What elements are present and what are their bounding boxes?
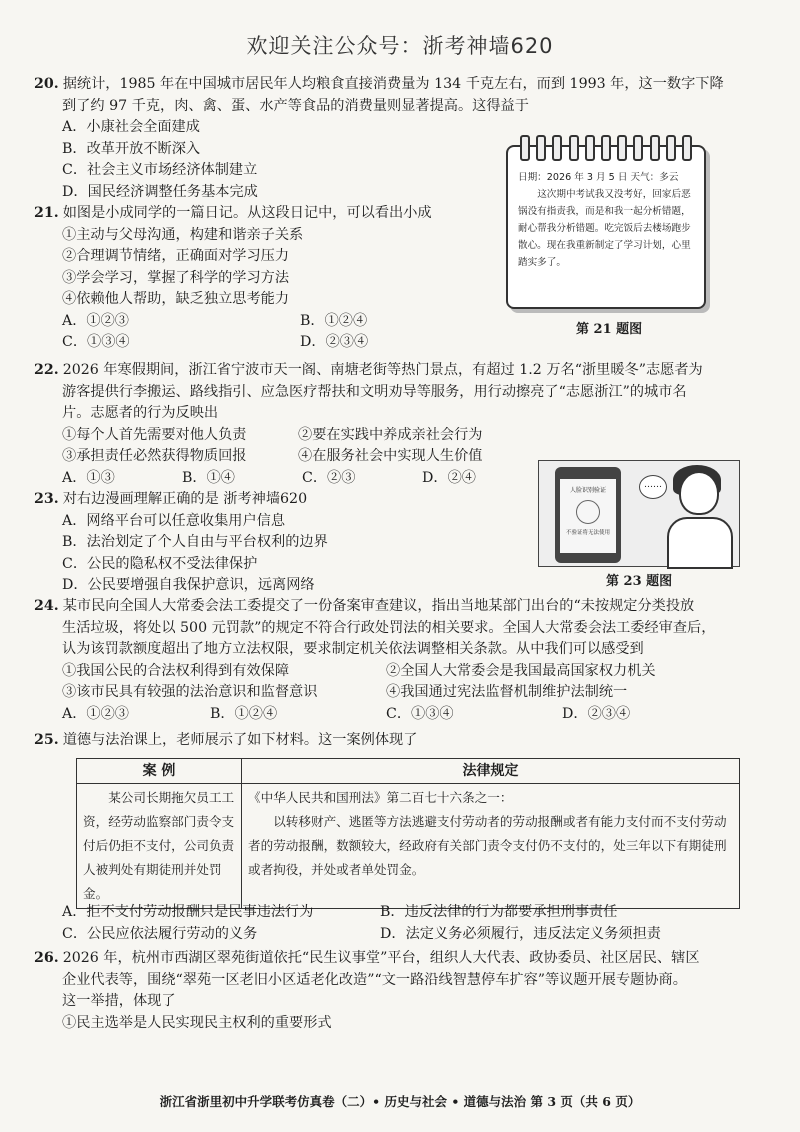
option-b[interactable]: B．违反法律的行为都要承担刑事责任 xyxy=(380,904,618,920)
comic-figure xyxy=(538,460,740,567)
option-d[interactable]: D．法定义务必须履行，违反法定义务须担责 xyxy=(380,925,661,942)
table-header-case: 案 例 xyxy=(77,759,242,784)
question-stem: 片。志愿者的行为反映出 xyxy=(62,405,219,421)
statement-1: ①主动与父母沟通，构建和谐亲子关系 xyxy=(62,226,304,243)
statement-4: ④我国通过宪法监督机制维护法制统一 xyxy=(386,684,628,700)
question-stem: 道德与法治课上，老师展示了如下材料。这一案例体现了 xyxy=(62,732,418,748)
notebook-rings xyxy=(520,135,692,161)
option-c[interactable]: C．公民应依法履行劳动的义务 xyxy=(62,925,258,942)
question-stem: 2026 年寒假期间，浙江省宁波市天一阁、南塘老街等热门景点，有超过 1.2 万名“浙里暖冬”志愿者为 xyxy=(62,362,703,378)
option-a[interactable]: A．小康社会全面建成 xyxy=(62,119,200,135)
question-number: 24. xyxy=(34,598,59,614)
statement-3: ③承担责任必然获得物质回报 xyxy=(62,448,247,464)
option-c[interactable]: C．公民的隐私权不受法律保护 xyxy=(62,555,258,572)
option-a[interactable]: A．①②③ xyxy=(62,312,129,329)
option-d[interactable]: D．国民经济调整任务基本完成 xyxy=(62,183,258,200)
option-d[interactable]: D．②④ xyxy=(422,469,476,486)
statement-2: ②全国人大常委会是我国最高国家权力机关 xyxy=(386,662,656,679)
woman-head xyxy=(679,471,719,515)
question-23 xyxy=(34,489,328,597)
diary-body: 这次期中考试我又没考好，回家后恶锅没有指责我，而是和我一起分析错题，耐心帮我分析错题。吃完饭后去楼场跑步散心。现在我重新制定了学习计划，心里踏实多了。 xyxy=(518,189,691,268)
table-header-law: 法律规定 xyxy=(242,759,740,784)
law-title: 《中华人民共和国刑法》第二百七十六条之一： xyxy=(248,790,513,805)
statement-4: ④在服务社会中实现人生价值 xyxy=(298,448,483,464)
option-b[interactable]: B．改革开放不断深入 xyxy=(62,140,201,157)
question-number: 26. xyxy=(34,950,59,966)
face-scan-icon xyxy=(576,500,600,524)
option-a[interactable]: A．①②③ xyxy=(62,705,129,722)
statement-2: ②要在实践中养成亲社会行为 xyxy=(298,426,483,443)
statement-3: ③学会学习，掌握了科学的学习方法 xyxy=(62,269,290,286)
case-cell: 某公司长期拖欠员工工资，经劳动监察部门责令支付后仍拒不支付，公司负责人被判处有期徒刑并处罚金。 xyxy=(77,784,242,909)
question-25 xyxy=(34,730,417,752)
option-b[interactable]: B．①②④ xyxy=(300,312,368,329)
question-number: 20. xyxy=(34,76,59,92)
question-stem: 如图是小成同学的一篇日记。从这段日记中，可以看出小成 xyxy=(62,205,432,221)
law-cell xyxy=(242,784,740,909)
law-body: 以转移财产、逃匿等方法逃避支付劳动者的劳动报酬或者有能力支付而不支付劳动者的劳动报酬，数额较大，经政府有关部门责令支付仍不支付的，处三年以下有期徒刑或者拘役，并处或者单处罚金。 xyxy=(248,814,727,877)
material-table xyxy=(76,758,740,909)
diary-text xyxy=(518,169,696,271)
figure-caption-21: 第 21 题图 xyxy=(576,322,643,337)
statement-1: ①每个人首先需要对他人负责 xyxy=(62,426,247,443)
statement-4: ④依赖他人帮助，缺乏独立思考能力 xyxy=(62,291,290,307)
question-25-options xyxy=(34,902,720,945)
question-26 xyxy=(34,948,700,1034)
question-stem: 生活垃圾，将处以 500 元罚款”的规定不符合行政处罚法的相关要求。全国人大常委会法工委经审查后， xyxy=(62,619,716,636)
option-c[interactable]: C．②③ xyxy=(302,469,356,486)
option-b[interactable]: B．①④ xyxy=(182,469,235,486)
figure-caption-23: 第 23 题图 xyxy=(606,574,673,589)
option-d[interactable]: D．②③④ xyxy=(300,334,369,350)
option-c[interactable]: C．社会主义市场经济体制建立 xyxy=(62,162,258,178)
question-stem: 某市民向全国人大常委会法工委提交了一份备案审查建议，指出当地某部门出台的“未按规定分类投放 xyxy=(62,598,695,614)
question-number: 21. xyxy=(34,205,59,221)
diary-date: 日期：2026 年 3 月 5 日 天气：多云 xyxy=(518,172,679,183)
option-c[interactable]: C．①③④ xyxy=(62,334,130,350)
option-a[interactable]: A．①③ xyxy=(62,469,115,486)
page-header: 欢迎关注公众号：浙考神墙620 xyxy=(246,34,554,58)
page-footer: 浙江省浙里初中升学联考仿真卷（二）• 历史与社会 • 道德与法治 第 3 页（共 6 页） xyxy=(159,1094,641,1109)
phone-title: 人脸识别验证 xyxy=(569,487,606,494)
question-stem: 2026 年，杭州市西湖区翠苑街道依托“民生议事堂”平台，组织人大代表、政协委员、社区居民、辖区 xyxy=(62,950,700,966)
question-number: 25. xyxy=(34,732,59,748)
option-a[interactable]: A．网络平台可以任意收集用户信息 xyxy=(62,512,286,529)
option-a[interactable]: A．拒不支付劳动报酬只是民事违法行为 xyxy=(62,904,314,920)
question-21 xyxy=(34,203,500,354)
question-stem: 游客提供行李搬运、路线指引、应急医疗帮扶和文明劝导等服务，用行动擦亮了“志愿浙江”的城市名 xyxy=(62,383,687,400)
statement-1: ①民主选举是人民实现民主权利的重要形式 xyxy=(62,1014,332,1031)
option-b[interactable]: B．①②④ xyxy=(210,705,278,722)
speech-bubble: …… xyxy=(639,475,667,499)
woman-body xyxy=(667,517,733,569)
phone-warning: 不验证将无法使用 xyxy=(565,530,610,536)
question-number: 23. xyxy=(34,491,59,507)
option-d[interactable]: D．②③④ xyxy=(562,705,631,722)
option-c[interactable]: C．①③④ xyxy=(386,705,454,722)
question-number: 22. xyxy=(34,362,59,378)
question-stem: 这一举措，体现了 xyxy=(62,993,176,1009)
phone-illustration xyxy=(555,467,621,563)
question-24 xyxy=(34,596,716,725)
diary-figure xyxy=(506,145,706,309)
statement-2: ②合理调节情绪，正确面对学习压力 xyxy=(62,248,290,264)
statement-1: ①我国公民的合法权利得到有效保障 xyxy=(62,662,290,679)
option-d[interactable]: D．公民要增强自我保护意识，远离网络 xyxy=(62,577,315,593)
question-stem: 对右边漫画理解正确的是 浙考神墙620 xyxy=(62,491,308,507)
statement-3: ③该市民具有较强的法治意识和监督意识 xyxy=(62,684,318,700)
option-b[interactable]: B．法治划定了个人自由与平台权利的边界 xyxy=(62,534,328,550)
question-stem: 到了约 97 千克，肉、禽、蛋、水产等食品的消费量则显著提高。这得益于 xyxy=(62,97,529,114)
question-stem: 据统计，1985 年在中国城市居民年人均粮食直接消费量为 134 千克左右，而到 1993 年，这一数字下降 xyxy=(62,76,724,92)
question-stem: 认为该罚款额度超出了地方立法权限，要求制定机关依法调整相关条款。从中我们可以感受到 xyxy=(62,641,644,657)
question-stem: 企业代表等，围绕“翠苑一区老旧小区适老化改造”“文一路沿线智慧停车扩容”等议题开展专题协商。 xyxy=(62,971,687,988)
